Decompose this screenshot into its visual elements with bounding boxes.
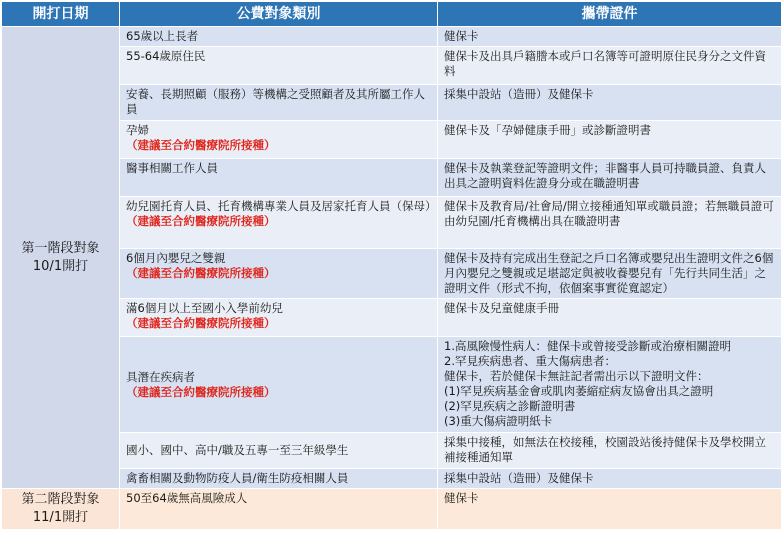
category-cell: 醫事相關工作人員 <box>120 159 438 197</box>
documents-cell: 健保卡及出具戶籍謄本或戶口名簿等可證明原住民身分之文件資料 <box>438 47 782 85</box>
document-line: 2.罕見疾病患者、重大傷病患者： <box>444 354 616 368</box>
category-cell: 安養、長期照顧（服務）等機構之受照顧者及其所屬工作人員 <box>120 85 438 121</box>
category-text: 孕婦 <box>126 123 149 137</box>
category-cell: 65歲以上長者 <box>120 27 438 47</box>
document-line: 1.高風險慢性病人：健保卡或曾接受診斷或治療相關證明 <box>444 339 731 353</box>
recommendation-note: （建議至合約醫療院所接種） <box>126 138 276 152</box>
document-line: (2)罕見疾病之診斷證明書 <box>444 399 576 413</box>
category-text: 具潛在疾病者 <box>126 369 195 384</box>
documents-cell: 健保卡及「孕婦健康手冊」或診斷證明書 <box>438 121 782 159</box>
phase-1-cell <box>2 27 120 489</box>
document-line: (3)重大傷病證明紙卡 <box>444 414 553 428</box>
documents-cell <box>438 337 782 433</box>
category-text: 6個月內嬰兒之雙親 <box>126 251 226 265</box>
documents-cell: 健保卡及教育局/社會局/開立接種通知單或職員證；若無職員證可由幼兒園/托育機構出具在職證明書 <box>438 197 782 249</box>
phase-2-label: 第二階段對象 <box>21 492 100 507</box>
phase-2-date: 11/1開打 <box>32 510 89 525</box>
category-cell <box>120 337 438 433</box>
documents-cell: 採集中設站（造冊）及健保卡 <box>438 85 782 121</box>
category-cell: 禽畜相關及動物防疫人員/衛生防疫相關人員 <box>120 469 438 489</box>
category-cell: 55-64歲原住民 <box>120 47 438 85</box>
phase-2-cell <box>2 489 120 530</box>
recommendation-note: （建議至合約醫療院所接種） <box>126 316 276 330</box>
documents-cell: 採集中設站（造冊）及健保卡 <box>438 469 782 489</box>
category-text: 幼兒園托育人員、托育機構專業人員及居家托育人員（保母） <box>126 199 437 213</box>
recommendation-note: （建議至合約醫療院所接種） <box>126 384 276 399</box>
documents-cell: 健保卡及持有完成出生登記之戶口名簿或嬰兒出生證明文件之6個月內嬰兒之雙親或足堪認定與被收養嬰兒有「先行共同生活」之證明文件（形式不拘，依個案事實從寬認定） <box>438 249 782 299</box>
documents-cell: 健保卡及兒童健康手冊 <box>438 299 782 337</box>
category-cell <box>120 249 438 299</box>
category-text: 滿6個月以上至國小入學前幼兒 <box>126 301 283 315</box>
documents-cell: 健保卡 <box>438 27 782 47</box>
header-documents: 攜帶證件 <box>438 2 782 27</box>
phase-1-date: 10/1開打 <box>32 258 89 274</box>
documents-cell: 健保卡及執業登記等證明文件；非醫事人員可持職員證、負責人出具之證明資料佐證身分或在職證明書 <box>438 159 782 197</box>
document-line: (1)罕見疾病基金會或肌肉萎縮症病友協會出具之證明 <box>444 384 714 398</box>
table-row <box>2 27 782 47</box>
recommendation-note: （建議至合約醫療院所接種） <box>126 214 276 228</box>
phase-1-label: 第一階段對象 <box>21 240 100 256</box>
vaccine-eligibility-table <box>1 1 782 530</box>
category-cell <box>120 197 438 249</box>
category-cell <box>120 121 438 159</box>
recommendation-note: （建議至合約醫療院所接種） <box>126 266 276 280</box>
category-cell <box>120 299 438 337</box>
table-row <box>2 489 782 530</box>
documents-cell: 健保卡 <box>438 489 782 530</box>
category-cell: 50至64歲無高風險成人 <box>120 489 438 530</box>
header-row <box>2 2 782 27</box>
header-date: 開打日期 <box>2 2 120 27</box>
documents-cell: 採集中接種，如無法在校接種，校園設站後持健保卡及學校開立補接種通知單 <box>438 433 782 469</box>
document-line: 健保卡，若於健保卡無註記者需出示以下證明文件： <box>444 369 709 383</box>
header-category: 公費對象類別 <box>120 2 438 27</box>
category-cell: 國小、國中、高中/職及五專一至三年級學生 <box>120 433 438 469</box>
